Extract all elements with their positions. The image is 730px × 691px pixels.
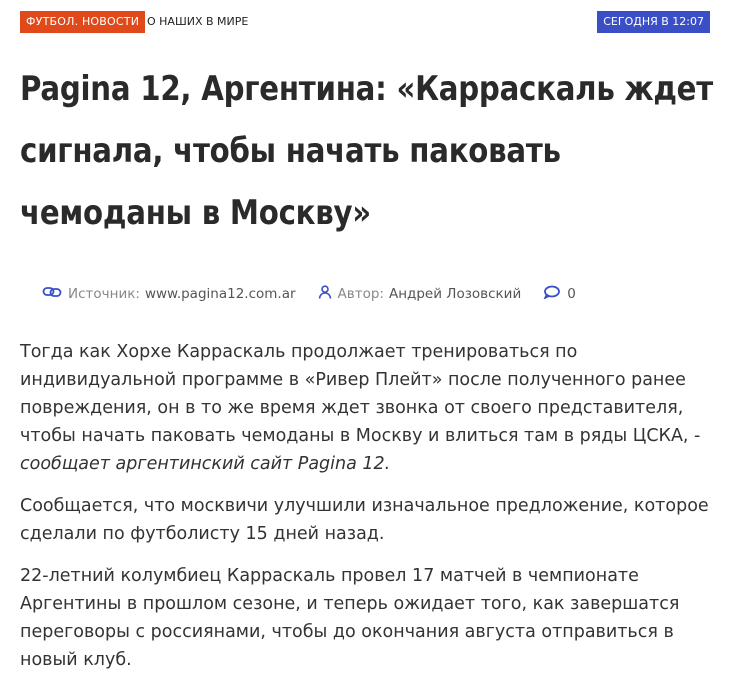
author-label: Автор: [337,286,384,302]
article-body [20,338,720,688]
paragraph-2: Сообщается, что москвичи улучшили изначальное предложение, которое сделали по футболисту 15 дней назад. [20,496,709,544]
link-icon [42,285,68,303]
author-link[interactable]: Андрей Лозовский [388,286,522,302]
source-item [42,285,296,303]
comment-icon [543,285,567,303]
article-title: Pagina 12, Аргентина: «Карраскаль ждет сигнала, чтобы начать паковать чемоданы в Москву» [20,69,713,233]
paragraph-1-text: Тогда как Хорхе Карраскаль продолжает тренироваться по индивидуальной программе в «Ривер Плейт» после полученного ранее повреждения, он в то же время ждет звонка от своего представителя, чтобы начать паковать чемоданы в Москву и влиться там в ряды ЦСКА, - [20,342,701,446]
paragraph-1-quote: сообщает аргентинский сайт Pagina 12. [20,454,391,474]
comments-item[interactable] [543,285,576,303]
paragraph-3: 22-летний колумбиец Карраскаль провел 17 матчей в чемпионате Аргентины в прошлом сезоне, и теперь ожидает того, как завершатся переговоры с россиянами, чтобы до окончания августа отправиться в новый клуб. [20,566,680,670]
paragraph-1 [20,338,720,478]
category-tag[interactable]: ФУТБОЛ. НОВОСТИ [20,11,145,33]
source-label: Источник: [68,286,140,302]
subcategory-tag[interactable]: О НАШИХ В МИРЕ [147,15,249,28]
date-badge: СЕГОДНЯ В 12:07 [597,11,710,33]
source-link[interactable]: www.pagina12.com.ar [144,286,296,302]
article-topbar [20,11,710,33]
author-item [318,285,522,303]
article-meta [42,284,598,304]
comments-count: 0 [567,286,576,302]
user-icon [318,285,338,303]
